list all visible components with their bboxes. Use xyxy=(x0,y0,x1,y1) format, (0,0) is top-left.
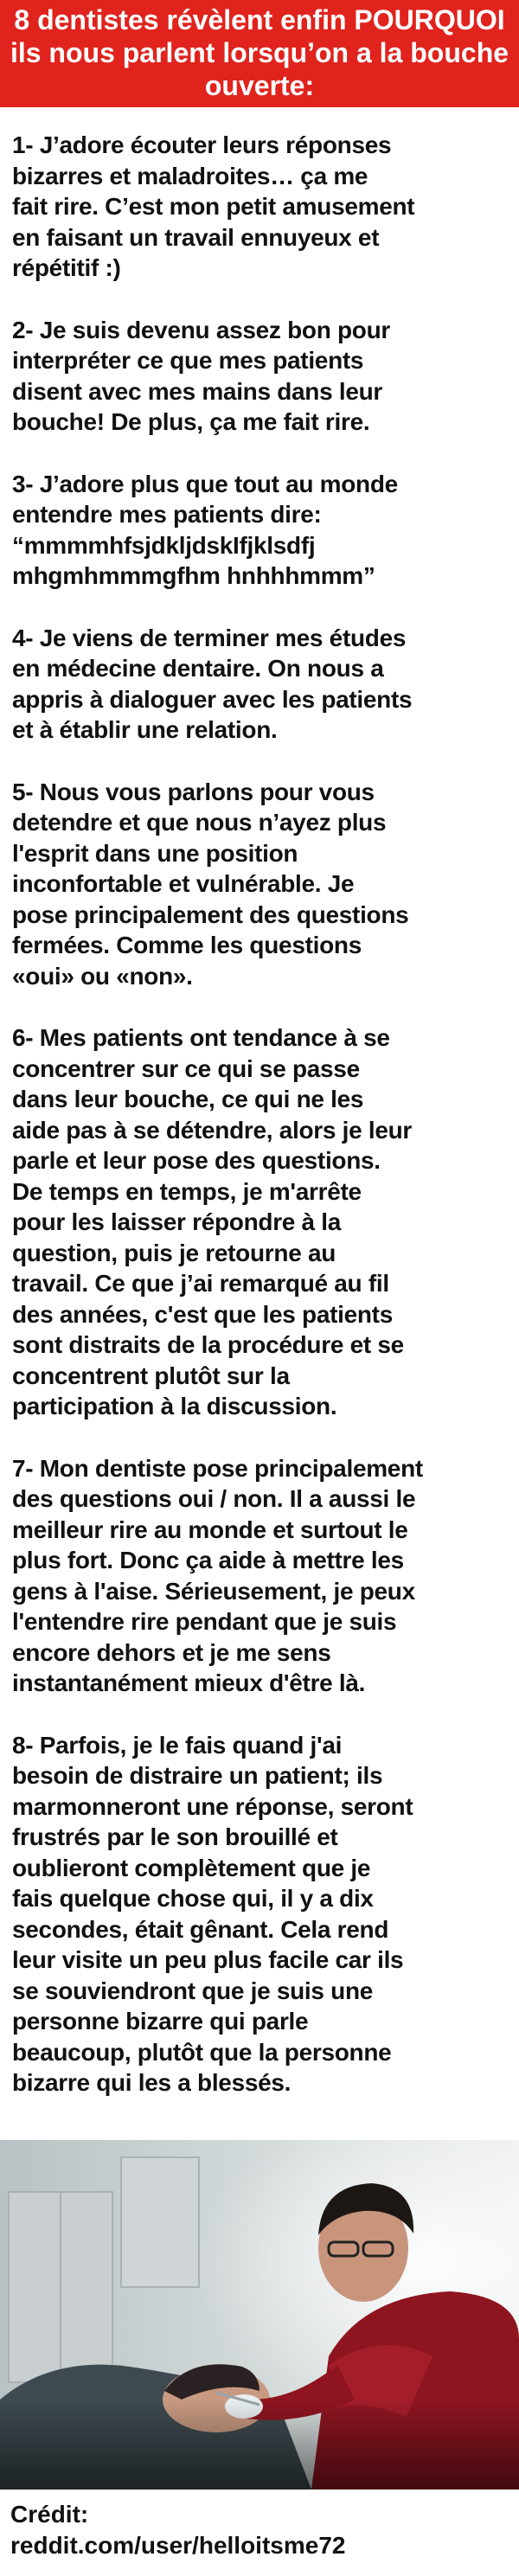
list-item: 5- Nous vous parlons pour vous detendre et que nous n’ayez plus l'esprit dans une position inconfortable et vulnérable. Je pose principalement des questions fermées. Comme les questions «oui» ou «non». xyxy=(12,778,409,990)
list-item: 2- Je suis devenu assez bon pour interpréter ce que mes patients disent avec mes mains dans leur bouche! De plus, ça me fait rire. xyxy=(12,316,390,435)
list-item: 7- Mon dentiste pose principalement des questions oui / non. Il a aussi le meilleur rire au monde et surtout le plus fort. Donc ça aide à mettre les gens à l'aise. Sérieusement, je peux l'entendre rire pendant que je suis encore dehors et je me sens instantanément mieux d'être là. xyxy=(12,1454,423,1696)
credit-text: Crédit: reddit.com/user/helloitsme72 xyxy=(10,2501,346,2559)
list-item: 6- Mes patients ont tendance à se concentrer sur ce qui se passe dans leur bouche, ce qui ne les aide pas à se détendre, alors je leur parle et leur pose des questions. De temps en temps, je m'arrête pour les laisser répondre à la question, puis je retourne au travail. Ce que j’ai remarqué au fil des années, c'est que les patients sont distraits de la procédure et se concentrent plutôt sur la participation à la discussion. xyxy=(12,1024,413,1419)
list-item: 1- J’adore écouter leurs réponses bizarres et maladroites… ça me fait rire. C’est mon petit amusement en faisant un travail ennuyeux et répétitif :) xyxy=(12,131,415,281)
dentist-quotes-list xyxy=(12,130,514,2130)
dentist-photo xyxy=(0,2140,519,2489)
list-item: 4- Je viens de terminer mes études en médecine dentaire. On nous a appris à dialoguer avec les patients et à établir une relation. xyxy=(12,624,413,743)
list-item: 8- Parfois, je le fais quand j'ai besoin de distraire un patient; ils marmonneront une réponse, seront frustrés par le son brouillé et oublieront complètement que je fais quelque chose qui, il y a dix secondes, était gênant. Cela rend leur visite un peu plus facile car ils se souviendront que je suis une personne bizarre qui parle beaucoup, plutôt que la personne bizarre qui les a blessés. xyxy=(12,1731,413,2096)
page-title: 8 dentistes révèlent enfin POURQUOI ils nous parlent lorsqu’on a la bouche ouverte: xyxy=(0,0,519,107)
list-item: 3- J’adore plus que tout au monde entendre mes patients dire: “mmmmhfsjdkljdskIfjklsdfj mhgmhmmmgfhm hnhhhmmm” xyxy=(12,470,398,589)
